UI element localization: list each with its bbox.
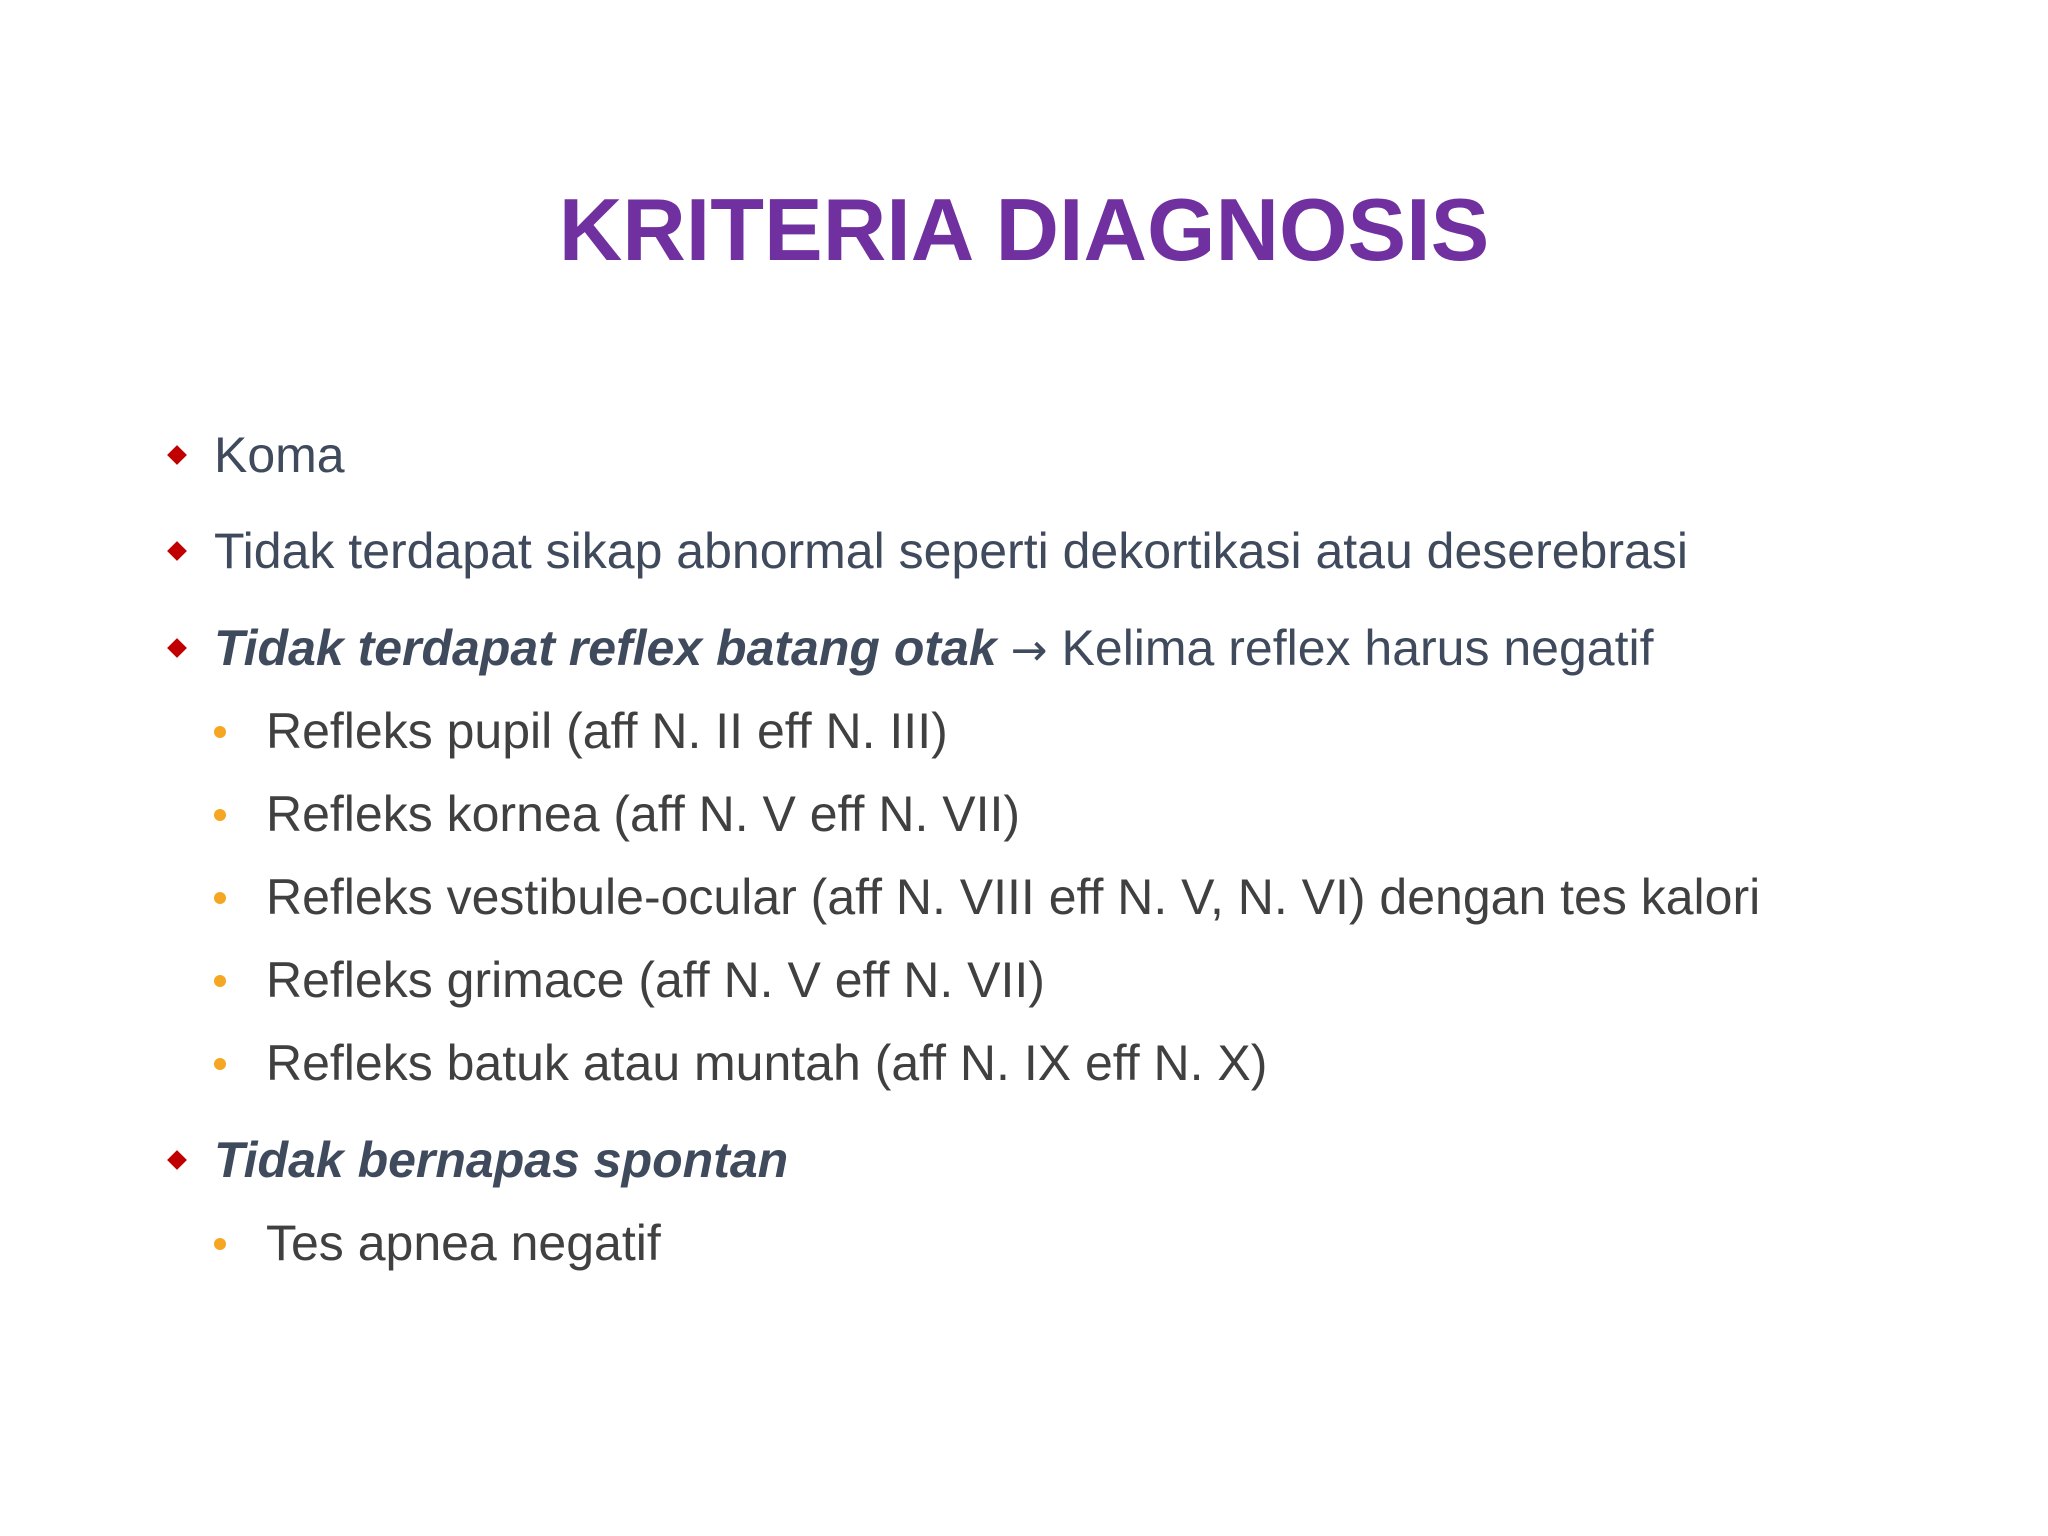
criteria-emphasis: Tidak bernapas spontan <box>214 1132 789 1188</box>
sub-item-text: Tes apnea negatif <box>266 1215 661 1271</box>
sub-item-grimace <box>214 945 1045 1015</box>
sub-item-text: Refleks grimace (aff N. V eff N. VII) <box>266 952 1045 1008</box>
sub-item-text: Refleks batuk atau muntah (aff N. IX eff N. X) <box>266 1035 1268 1091</box>
dot-bullet-icon <box>214 862 266 932</box>
criteria-item-sikap <box>160 516 1688 586</box>
dot-bullet-icon <box>214 945 266 1015</box>
diamond-bullet-icon <box>160 1125 214 1195</box>
criteria-text: Tidak terdapat sikap abnormal seperti dekortikasi atau deserebrasi <box>214 523 1688 579</box>
criteria-text: Kelima reflex harus negatif <box>1061 620 1654 676</box>
sub-item-batuk <box>214 1028 1267 1098</box>
criteria-item-reflex <box>160 613 1654 683</box>
criteria-emphasis: Tidak terdapat reflex batang otak <box>214 620 997 676</box>
sub-item-text: Refleks pupil (aff N. II eff N. III) <box>266 703 948 759</box>
sub-item-apnea <box>214 1208 661 1278</box>
slide-title: KRITERIA DIAGNOSIS <box>558 180 1490 279</box>
arrow-right-icon: → <box>1010 625 1048 676</box>
diamond-bullet-icon <box>160 420 214 490</box>
sub-item-kornea <box>214 779 1020 849</box>
sub-item-text: Refleks kornea (aff N. V eff N. VII) <box>266 786 1021 842</box>
criteria-item-koma <box>160 420 345 490</box>
sub-item-text: Refleks vestibule-ocular (aff N. VIII eff N. V, N. VI) dengan tes kalori <box>266 869 1761 925</box>
sub-item-pupil <box>214 696 948 766</box>
criteria-item-napas <box>160 1125 788 1195</box>
dot-bullet-icon <box>214 1028 266 1098</box>
dot-bullet-icon <box>214 696 266 766</box>
diamond-bullet-icon <box>160 516 214 586</box>
diamond-bullet-icon <box>160 613 214 683</box>
dot-bullet-icon <box>214 1208 266 1278</box>
sub-item-vestibule <box>214 862 1760 932</box>
dot-bullet-icon <box>214 779 266 849</box>
criteria-text: Koma <box>214 427 345 483</box>
